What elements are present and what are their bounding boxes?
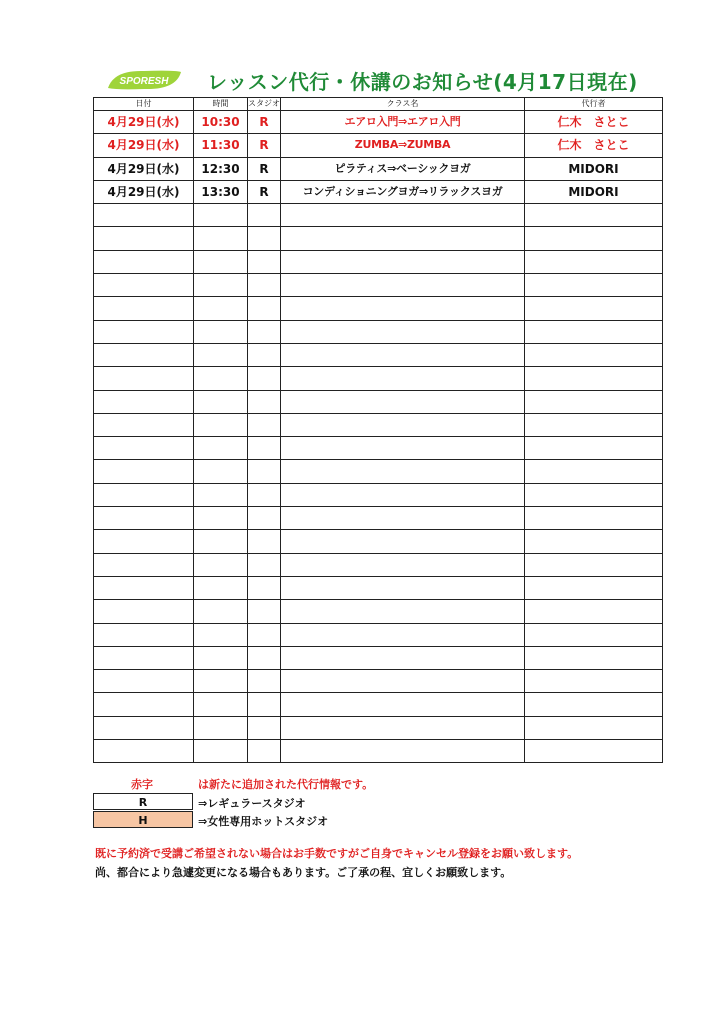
col-date-header: 日付 xyxy=(94,98,194,111)
legend-red-label: 赤字 xyxy=(131,778,153,791)
cell-date: 4月29日(水) xyxy=(94,111,194,134)
cell-time: 12:30 xyxy=(194,157,248,180)
cell-class: ピラティス⇒ベーシックヨガ xyxy=(281,157,525,180)
empty-table-row xyxy=(94,670,663,693)
empty-table-row xyxy=(94,646,663,669)
change-notice: 尚、都合により急遽変更になる場合もあります。ご了承の程、宜しくお願致します。 xyxy=(95,866,512,879)
sporesh-logo xyxy=(104,68,184,92)
cell-substitute: 仁木 さとこ xyxy=(525,111,663,134)
cell-substitute: 仁木 さとこ xyxy=(525,134,663,157)
cell-class: コンディショニングヨガ⇒リラックスヨガ xyxy=(281,180,525,203)
cell-studio: R xyxy=(248,134,281,157)
empty-table-row xyxy=(94,553,663,576)
empty-table-row xyxy=(94,367,663,390)
cancel-notice: 既に予約済で受講ご希望されない場合はお手数ですがご自身でキャンセル登録をお願い致します。 xyxy=(95,847,579,860)
legend-code-regular: R xyxy=(93,793,193,810)
empty-table-row xyxy=(94,413,663,436)
cell-date: 4月29日(水) xyxy=(94,180,194,203)
schedule-table xyxy=(93,97,663,763)
empty-table-row xyxy=(94,623,663,646)
empty-table-row xyxy=(94,274,663,297)
table-row xyxy=(94,134,663,157)
legend-red-description: は新たに追加された代行情報です。 xyxy=(198,778,374,791)
cell-time: 11:30 xyxy=(194,134,248,157)
empty-table-row xyxy=(94,343,663,366)
legend-desc-hot: ⇒女性専用ホットスタジオ xyxy=(198,815,329,828)
empty-table-row xyxy=(94,297,663,320)
empty-table-row xyxy=(94,250,663,273)
page-title: レッスン代行・休講のお知らせ(4月17日現在) xyxy=(207,70,638,94)
empty-table-row xyxy=(94,507,663,530)
empty-table-row xyxy=(94,390,663,413)
cell-date: 4月29日(水) xyxy=(94,134,194,157)
col-time-header: 時間 xyxy=(194,98,248,111)
cell-time: 13:30 xyxy=(194,180,248,203)
cell-substitute: MIDORI xyxy=(525,157,663,180)
cell-studio: R xyxy=(248,111,281,134)
empty-table-row xyxy=(94,204,663,227)
col-substitute-header: 代行者 xyxy=(525,98,663,111)
svg-text:SPORESH: SPORESH xyxy=(119,76,169,87)
col-studio-header: スタジオ xyxy=(248,98,281,111)
empty-table-row xyxy=(94,716,663,739)
table-row xyxy=(94,157,663,180)
table-row xyxy=(94,111,663,134)
empty-table-row xyxy=(94,530,663,553)
empty-table-row xyxy=(94,693,663,716)
empty-table-row xyxy=(94,600,663,623)
cell-class: エアロ入門⇒エアロ入門 xyxy=(281,111,525,134)
empty-table-row xyxy=(94,576,663,599)
empty-table-row xyxy=(94,320,663,343)
cell-date: 4月29日(水) xyxy=(94,157,194,180)
table-header-row xyxy=(94,98,663,111)
empty-table-row xyxy=(94,460,663,483)
empty-table-row xyxy=(94,227,663,250)
col-class-header: クラス名 xyxy=(281,98,525,111)
empty-table-row xyxy=(94,483,663,506)
cell-time: 10:30 xyxy=(194,111,248,134)
cell-studio: R xyxy=(248,157,281,180)
legend-code-hot: H xyxy=(93,811,193,828)
cell-substitute: MIDORI xyxy=(525,180,663,203)
table-row xyxy=(94,180,663,203)
empty-table-row xyxy=(94,740,663,763)
cell-class: ZUMBA⇒ZUMBA xyxy=(281,134,525,157)
empty-table-row xyxy=(94,437,663,460)
cell-studio: R xyxy=(248,180,281,203)
legend-desc-regular: ⇒レギュラースタジオ xyxy=(198,797,306,810)
